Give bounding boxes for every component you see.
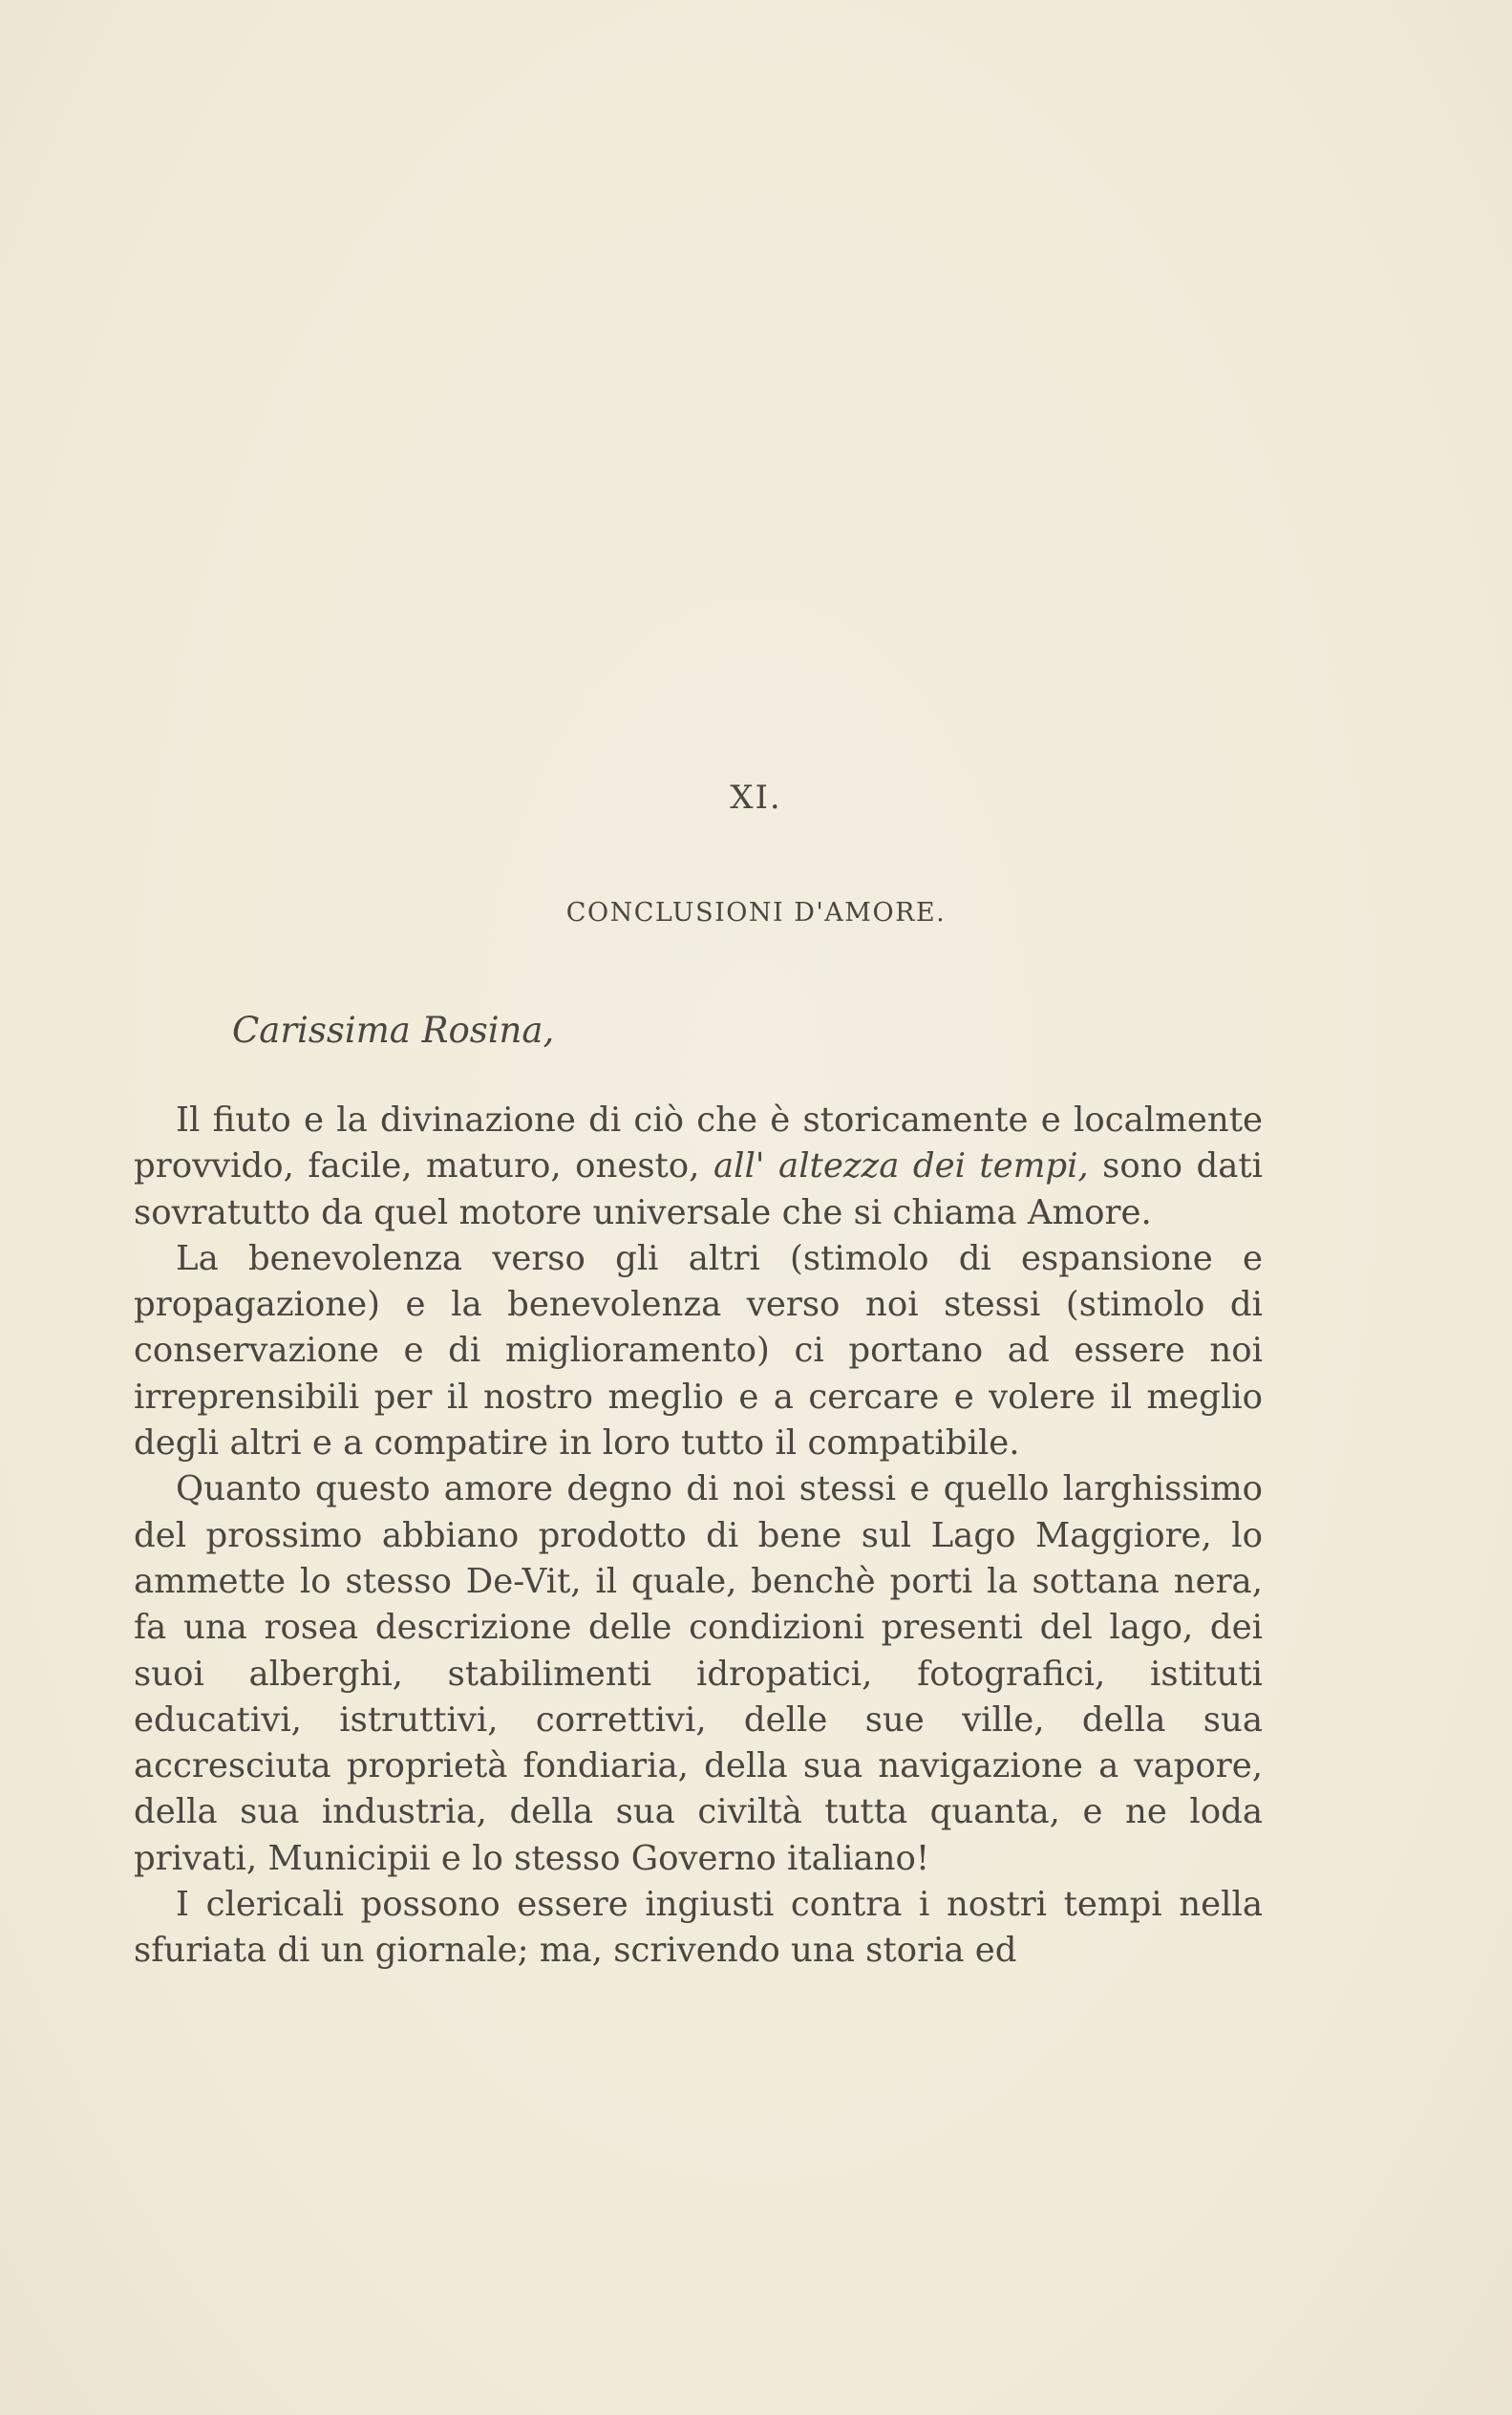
letter-salutation: Carissima Rosina, (232, 1010, 555, 1051)
paragraph-2: La benevolenza verso gli altri (stimolo di espansione e propagazione) e la benevolenza verso noi stessi (stimolo di conservazione e di miglioramento) ci portano ad essere noi irreprensibili per il nostro meglio e a cercare e volere il meglio degli altri e a compatire in loro tutto il compatibile. (134, 1238, 1263, 1464)
paragraph-1-italic: all' altezza dei tempi, (713, 1146, 1089, 1186)
chapter-number: XI. (730, 779, 782, 817)
letter-body (134, 1098, 1263, 1975)
paragraph-3: Quanto questo amore degno di noi stessi e quello larghissimo del prossimo abbiano prodotto di bene sul Lago Maggiore, lo ammette lo stesso De-Vit, il quale, benchè porti la sottana nera, fa una rosea descrizione delle condizioni presenti del lago, dei suoi alberghi, stabilimenti idropatici, fotografici, istituti educativi, istruttivi, correttivi, delle sue ville, della sua accresciuta proprietà fondiaria, della sua navigazione a vapore, della sua industria, della sua civiltà tutta quanta, e ne loda privati, Municipii e lo stesso Governo italiano! (134, 1469, 1263, 1878)
chapter-title: CONCLUSIONI D'AMORE. (565, 898, 947, 928)
paragraph-1-start: Il fiuto e la divinazione di ciò che è storicamente e localmente provvido, facile, maturo, onesto, (134, 1101, 1263, 1186)
paragraph-1 (134, 1098, 1263, 1236)
paragraph-4: I clericali possono essere ingiusti contra i nostri tempi nella sfuriata di un giornale; ma, scrivendo una storia ed (134, 1885, 1263, 1971)
paragraph-1-end: sono dati sovratutto da quel motore universale che si chiama Amore. (134, 1146, 1263, 1232)
